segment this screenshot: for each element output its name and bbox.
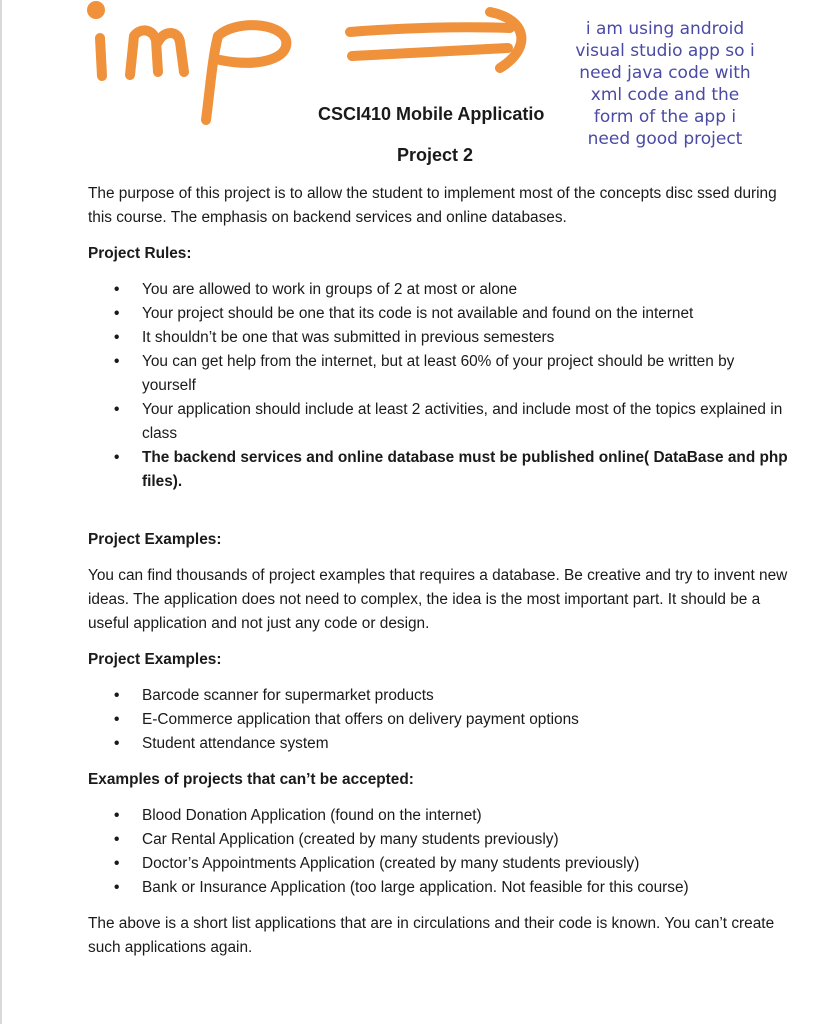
rules-heading: Project Rules: (88, 245, 192, 262)
handwritten-note (570, 18, 760, 150)
list-item: • E-Commerce application that offers on delivery payment options (88, 708, 788, 732)
examples-heading: Project Examples: (88, 651, 222, 668)
list-item: • Barcode scanner for supermarket products (88, 684, 788, 708)
page-edge (0, 0, 2, 1024)
list-item: • You can get help from the internet, but at least 60% of your project should be written by yourself (88, 350, 788, 398)
list-item: • It shouldn’t be one that was submitted in previous semesters (88, 326, 788, 350)
list-item: • Blood Donation Application (found on the internet) (88, 804, 788, 828)
list-item: • Student attendance system (88, 732, 788, 756)
list-item: • You are allowed to work in groups of 2 at most or alone (88, 278, 788, 302)
rejected-list (88, 804, 788, 900)
rules-list (88, 278, 788, 494)
list-item: • Doctor’s Appointments Application (created by many students previously) (88, 852, 788, 876)
list-item: • Your project should be one that its code is not available and found on the internet (88, 302, 788, 326)
course-title: CSCI410 Mobile Applicatio (318, 104, 545, 124)
rejected-heading: Examples of projects that can’t be accepted: (88, 771, 414, 788)
document-body (88, 182, 788, 960)
note-line: visual studio app so i (575, 41, 755, 61)
list-item: • Bank or Insurance Application (too large application. Not feasible for this course) (88, 876, 788, 900)
project-title: Project 2 (397, 145, 474, 165)
examples-paragraph: You can find thousands of project examples that requires a database. Be creative and try to invent new ideas. The application does not need to complex, the idea is the most important part. It should be a useful application and not just any code or design. (88, 567, 788, 632)
list-item: • Car Rental Application (created by many students previously) (88, 828, 788, 852)
note-line: need good project (587, 129, 743, 149)
closing-paragraph: The above is a short list applications that are in circulations and their code is known. You can’t create such applications again. (88, 915, 775, 956)
intro-paragraph: The purpose of this project is to allow the student to implement most of the concepts disc ssed during this course. The emphasis on backend services and online databases. (88, 185, 777, 226)
note-line: form of the app i (593, 107, 737, 127)
examples-list (88, 684, 788, 756)
note-line: xml code and the (590, 85, 740, 105)
list-item: • Your application should include at least 2 activities, and include most of the topics explained in class (88, 398, 788, 446)
list-item: • The backend services and online database must be published online( DataBase and php files). (88, 446, 788, 494)
note-line: i am using android (585, 19, 745, 39)
examples-heading: Project Examples: (88, 531, 222, 548)
note-line: need java code with (579, 63, 751, 83)
